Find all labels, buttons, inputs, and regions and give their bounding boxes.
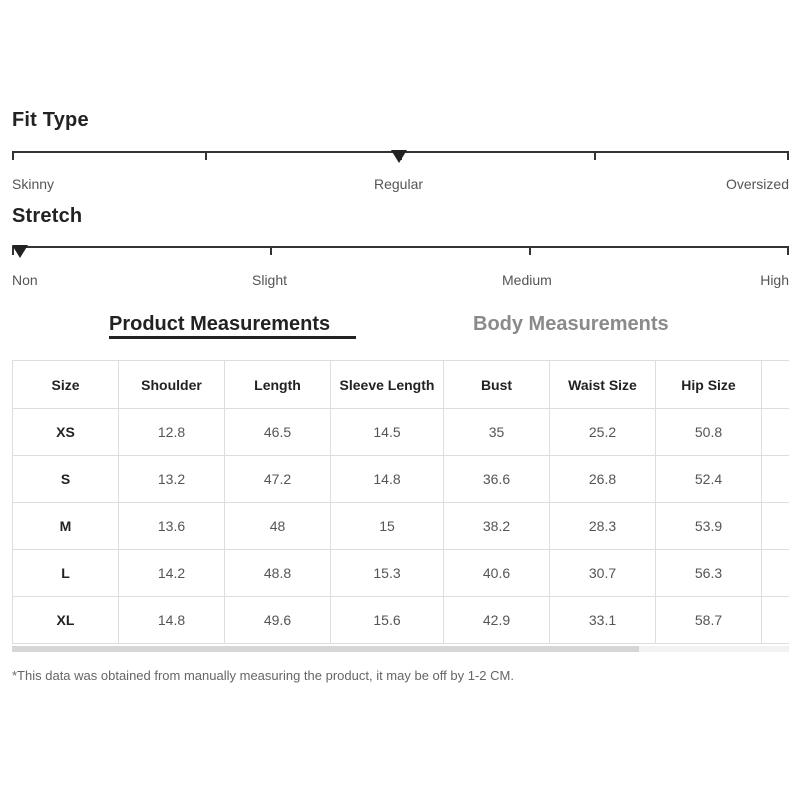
table-cell: 15.6 xyxy=(331,597,444,644)
table-cell: 47.2 xyxy=(225,456,331,503)
table-cell: 33.1 xyxy=(550,597,656,644)
table-cell xyxy=(762,456,790,503)
table-cell: 14.5 xyxy=(331,409,444,456)
table-cell: 56.3 xyxy=(656,550,762,597)
measurement-tabs xyxy=(0,311,800,343)
size-cell: M xyxy=(13,503,119,550)
stretch-tick xyxy=(270,246,272,255)
table-cell: 12.8 xyxy=(119,409,225,456)
table-cell: 15 xyxy=(331,503,444,550)
table-cell: 15.3 xyxy=(331,550,444,597)
stretch-title: Stretch xyxy=(12,205,83,227)
table-row xyxy=(13,597,790,644)
fit-type-tick xyxy=(205,151,207,160)
table-cell: 26.8 xyxy=(550,456,656,503)
table-row xyxy=(13,550,790,597)
column-header: Length xyxy=(225,361,331,409)
table-cell: 13.2 xyxy=(119,456,225,503)
table-cell: 30.7 xyxy=(550,550,656,597)
stretch-label-slight: Slight xyxy=(252,272,288,288)
size-cell: S xyxy=(13,456,119,503)
stretch-scale xyxy=(12,246,789,260)
fit-type-label-regular: Regular xyxy=(374,176,424,192)
column-header: Waist Size xyxy=(550,361,656,409)
table-cell: 46.5 xyxy=(225,409,331,456)
table-header-row xyxy=(13,361,790,409)
table-row xyxy=(13,409,790,456)
fit-type-label-skinny: Skinny xyxy=(12,176,55,192)
fit-type-scale xyxy=(12,151,789,165)
scrollbar-thumb[interactable] xyxy=(12,646,639,652)
table-cell: 58.7 xyxy=(656,597,762,644)
table-horizontal-scrollbar[interactable] xyxy=(12,646,789,652)
active-tab-underline xyxy=(109,336,356,339)
size-cell: L xyxy=(13,550,119,597)
table-cell xyxy=(762,503,790,550)
fit-type-label-oversized: Oversized xyxy=(725,176,789,192)
measurement-footnote: *This data was obtained from manually measuring the product, it may be off by 1-2 CM. xyxy=(12,668,514,683)
size-cell: XS xyxy=(13,409,119,456)
table-cell: 49.6 xyxy=(225,597,331,644)
table-row xyxy=(13,456,790,503)
table-cell: 14.8 xyxy=(331,456,444,503)
measurements-table-container[interactable] xyxy=(12,360,789,646)
column-header: Sleeve Length xyxy=(331,361,444,409)
fit-type-marker-icon xyxy=(391,150,407,163)
table-cell: 53.9 xyxy=(656,503,762,550)
table-cell: 52.4 xyxy=(656,456,762,503)
measurements-table xyxy=(12,360,789,644)
table-cell xyxy=(762,550,790,597)
table-cell xyxy=(762,597,790,644)
table-cell: 14.2 xyxy=(119,550,225,597)
fit-type-tick xyxy=(12,151,14,160)
size-cell: XL xyxy=(13,597,119,644)
column-header: Bust xyxy=(444,361,550,409)
stretch-label-high: High xyxy=(760,272,789,288)
table-body xyxy=(13,409,790,644)
table-cell: 48.8 xyxy=(225,550,331,597)
table-cell: 13.6 xyxy=(119,503,225,550)
table-cell xyxy=(762,409,790,456)
stretch-tick xyxy=(529,246,531,255)
column-header: Size xyxy=(13,361,119,409)
fit-type-tick xyxy=(787,151,789,160)
table-cell: 35 xyxy=(444,409,550,456)
table-cell: 36.6 xyxy=(444,456,550,503)
column-header xyxy=(762,361,790,409)
table-cell: 42.9 xyxy=(444,597,550,644)
table-cell: 38.2 xyxy=(444,503,550,550)
table-cell: 48 xyxy=(225,503,331,550)
table-cell: 14.8 xyxy=(119,597,225,644)
fit-type-labels xyxy=(12,176,789,194)
table-cell: 28.3 xyxy=(550,503,656,550)
table-cell: 40.6 xyxy=(444,550,550,597)
stretch-tick xyxy=(787,246,789,255)
table-cell: 25.2 xyxy=(550,409,656,456)
stretch-label-non: Non xyxy=(12,272,38,288)
column-header: Shoulder xyxy=(119,361,225,409)
table-row xyxy=(13,503,790,550)
table-cell: 50.8 xyxy=(656,409,762,456)
stretch-labels xyxy=(12,272,789,290)
fit-type-title: Fit Type xyxy=(12,109,89,131)
stretch-label-medium: Medium xyxy=(502,272,552,288)
column-header: Hip Size xyxy=(656,361,762,409)
tab-product-measurements[interactable]: Product Measurements xyxy=(109,313,331,335)
stretch-marker-icon xyxy=(12,245,28,258)
stretch-scale-line xyxy=(12,246,789,248)
tab-body-measurements[interactable]: Body Measurements xyxy=(473,313,669,335)
fit-type-tick xyxy=(594,151,596,160)
